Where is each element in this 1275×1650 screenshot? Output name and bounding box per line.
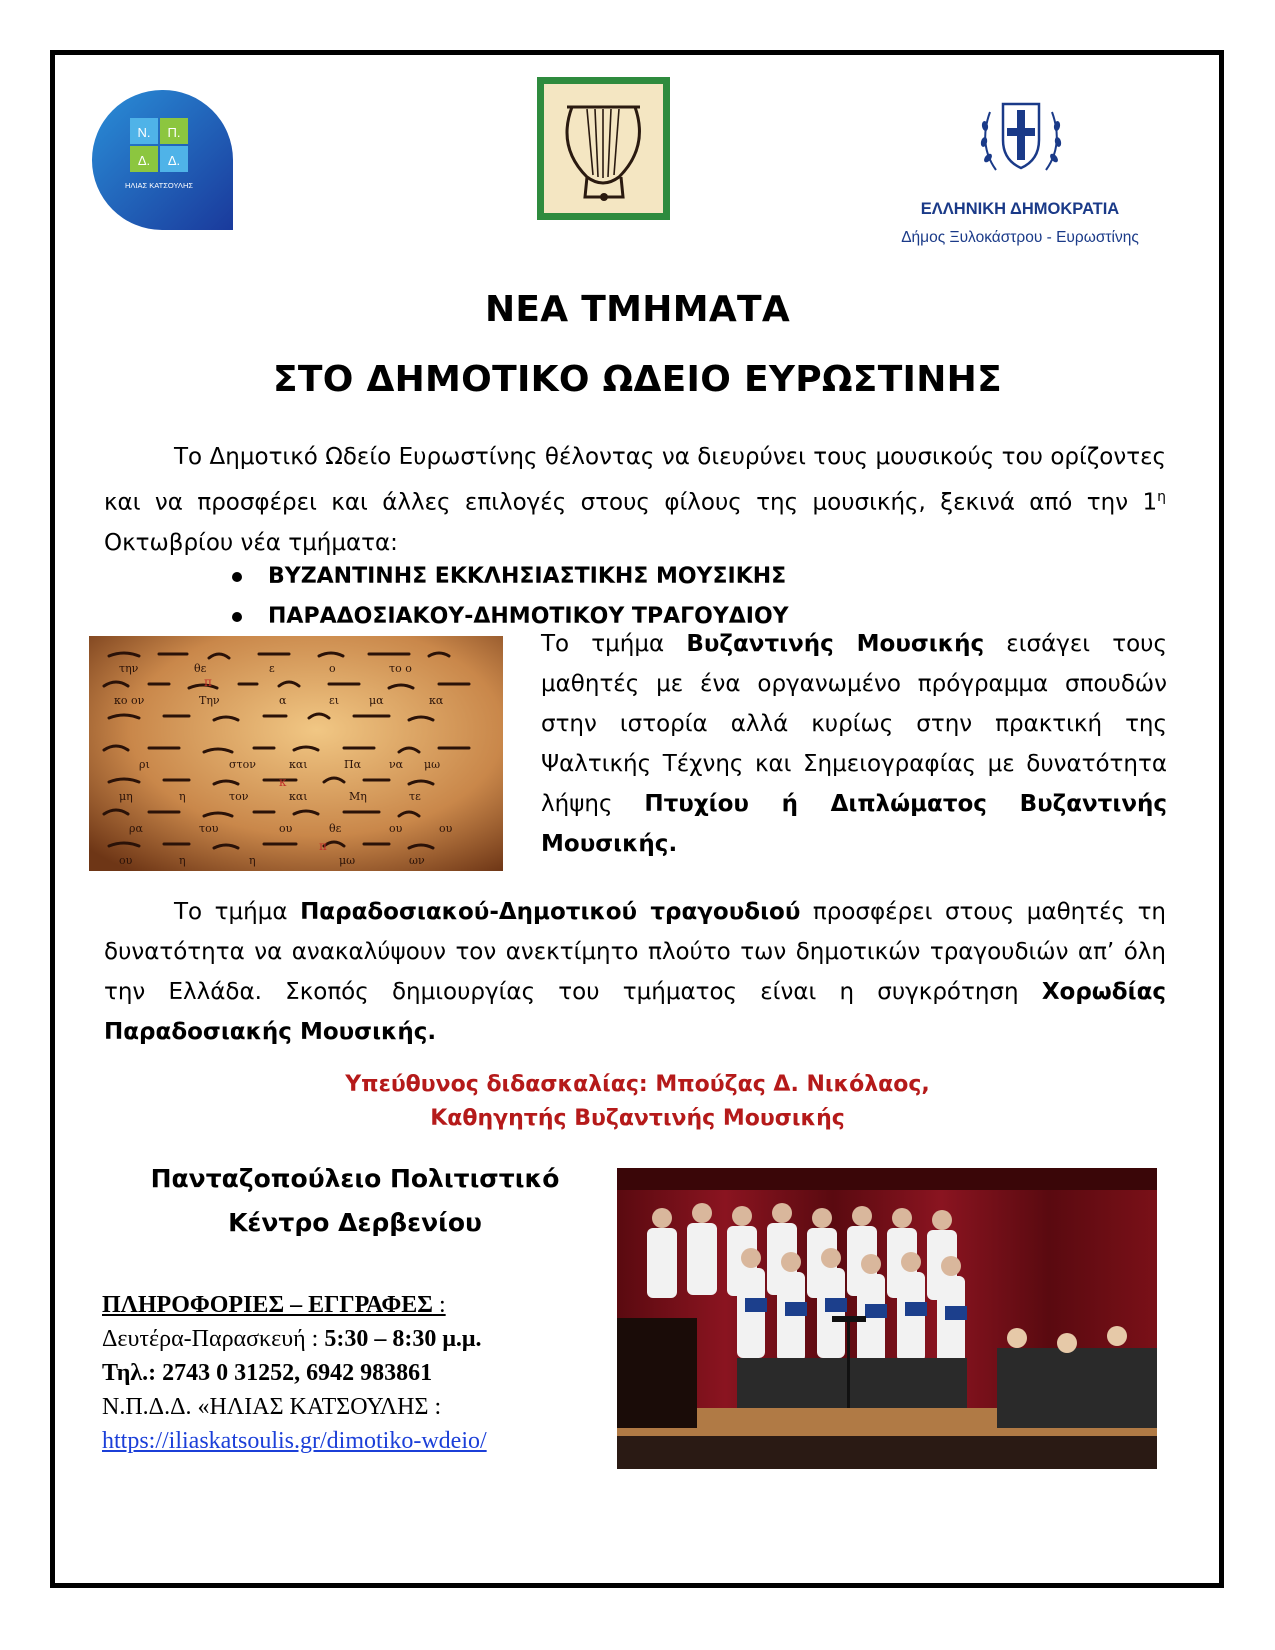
svg-text:ων: ων	[409, 854, 425, 867]
info-phone: Τηλ.: 2743 0 31252, 6942 983861	[102, 1360, 433, 1386]
svg-text:ρα: ρα	[129, 822, 143, 835]
info-organization: Ν.Π.Δ.Δ. «ΗΛΙΑΣ ΚΑΤΣΟΥΛΗΣ :	[102, 1394, 442, 1420]
svg-text:τε: τε	[409, 790, 421, 803]
svg-text:να: να	[389, 758, 404, 771]
svg-text:στον: στον	[229, 758, 256, 771]
svg-text:η: η	[179, 790, 186, 803]
svg-text:μω: μω	[424, 758, 441, 771]
svg-text:του: του	[199, 822, 219, 835]
svg-text:Την: Την	[199, 694, 220, 707]
svg-text:α: α	[279, 694, 287, 707]
svg-text:μη: μη	[119, 790, 133, 803]
svg-text:Πα: Πα	[344, 758, 362, 771]
svg-text:η: η	[179, 854, 186, 867]
svg-text:Δ.: Δ.	[167, 153, 181, 168]
page-title-line2: ΣΤΟ ΔΗΜΟΤΙΚΟ ΩΔΕΙΟ ΕΥΡΩΣΤΙΝΗΣ	[272, 359, 1003, 400]
teacher-role: Καθηγητής Βυζαντινής Μουσικής	[430, 1106, 845, 1131]
svg-text:ει: ει	[329, 694, 340, 707]
byzantine-paragraph: Το τμήμα Βυζαντινής Μουσικής εισάγει τους μαθητές με ένα οργανωμένο πρόγραμμα σπουδών στην ιστορία αλλά κυρίως στην πρακτική της Ψαλτικής Τέχνης και Σημειογραφίας με δυνατότητα λήψης Πτυχίου ή Διπλώματος Βυζαντινής Μουσικής.	[541, 631, 1167, 857]
byzantine-notation-image	[89, 636, 503, 871]
svg-text:θε: θε	[329, 822, 342, 835]
info-heading: ΠΛΗΡΟΦΟΡΙΕΣ – ΕΓΓΡΑΦΕΣ :	[102, 1292, 446, 1318]
list-item: ΠΑΡΑΔΟΣΙΑΚΟΥ-ΔΗΜΟΤΙΚΟΥ ΤΡΑΓΟΥΔΙΟΥ	[232, 597, 789, 637]
svg-text:κ: κ	[279, 775, 287, 789]
svg-text:η: η	[249, 854, 256, 867]
svg-text:ο: ο	[329, 662, 336, 675]
svg-text:την: την	[119, 662, 139, 675]
choir-photo	[617, 1168, 1157, 1469]
svg-text:θε: θε	[194, 662, 207, 675]
svg-text:και: και	[289, 790, 308, 803]
intro-paragraph: Το Δημοτικό Ωδείο Ευρωστίνης θέλοντας να διευρύνει τους μουσικούς του ορίζοντες και να προσφέρει και άλλες επιλογές στους φίλους της μουσικής, ξεκινά από την $1^\eta$ Οκτωβρίου νέα τμήματα:	[104, 444, 1166, 556]
svg-text:μω: μω	[339, 854, 356, 867]
svg-text:Π.: Π.	[167, 125, 181, 140]
svg-text:ε: ε	[269, 662, 275, 675]
svg-text:π: π	[319, 839, 327, 853]
svg-text:Ν.: Ν.	[137, 125, 151, 140]
svg-text:Μη: Μη	[349, 790, 367, 803]
svg-text:Δ.: Δ.	[137, 153, 151, 168]
municipality-name: Δήμος Ξυλοκάστρου - Ευρωστίνης	[901, 229, 1139, 246]
svg-text:μα: μα	[369, 694, 384, 707]
teacher-name: Υπεύθυνος διδασκαλίας: Μπούζας Δ. Νικόλαος,	[345, 1072, 930, 1097]
svg-text:ρι: ρι	[139, 758, 150, 771]
svg-text:ΗΛΙΑΣ ΚΑΤΣΟΥΛΗΣ: ΗΛΙΑΣ ΚΑΤΣΟΥΛΗΣ	[125, 181, 193, 190]
government-title: ΕΛΛΗΝΙΚΗ ΔΗΜΟΚΡΑΤΙΑ	[920, 200, 1120, 218]
svg-text:και: και	[289, 758, 308, 771]
svg-text:ου: ου	[279, 822, 293, 835]
website-link[interactable]: https://iliaskatsoulis.gr/dimotiko-wdeio/	[102, 1428, 487, 1454]
venue-line2: Κέντρο Δερβενίου	[228, 1208, 482, 1237]
traditional-paragraph: Το τμήμα Παραδοσιακού-Δημοτικού τραγουδιού προσφέρει στους μαθητές τη δυνατότητα να ανακαλύψουν τον ανεκτίμητο πλούτο των δημοτικών τραγουδιών απ’ όλη την Ελλάδα. Σκοπός δημιουργίας του τμήματος είναι η συγκρότηση Χορωδίας Παραδοσιακής Μουσικής.	[104, 899, 1166, 1045]
greek-republic-emblem	[976, 90, 1066, 180]
svg-text:τον: τον	[229, 790, 249, 803]
npdd-logo	[90, 88, 235, 231]
page-title-line1: ΝΕΑ ΤΜΗΜΑΤΑ	[484, 289, 791, 330]
svg-text:ου: ου	[439, 822, 453, 835]
svg-text:ου: ου	[389, 822, 403, 835]
venue-line1: Πανταζοπούλειο Πολιτιστικό	[150, 1164, 560, 1193]
svg-text:ου: ου	[119, 854, 133, 867]
info-hours: Δευτέρα-Παρασκευή : 5:30 – 8:30 μ.μ.	[102, 1326, 482, 1352]
list-item: ΒΥΖΑΝΤΙΝΗΣ ΕΚΚΛΗΣΙΑΣΤΙΚΗΣ ΜΟΥΣΙΚΗΣ	[232, 557, 789, 597]
svg-text:κο ον: κο ον	[114, 694, 145, 707]
svg-text:κα: κα	[429, 694, 444, 707]
svg-text:π: π	[204, 675, 212, 689]
svg-text:το ο: το ο	[389, 662, 412, 675]
lyre-logo	[537, 77, 670, 220]
